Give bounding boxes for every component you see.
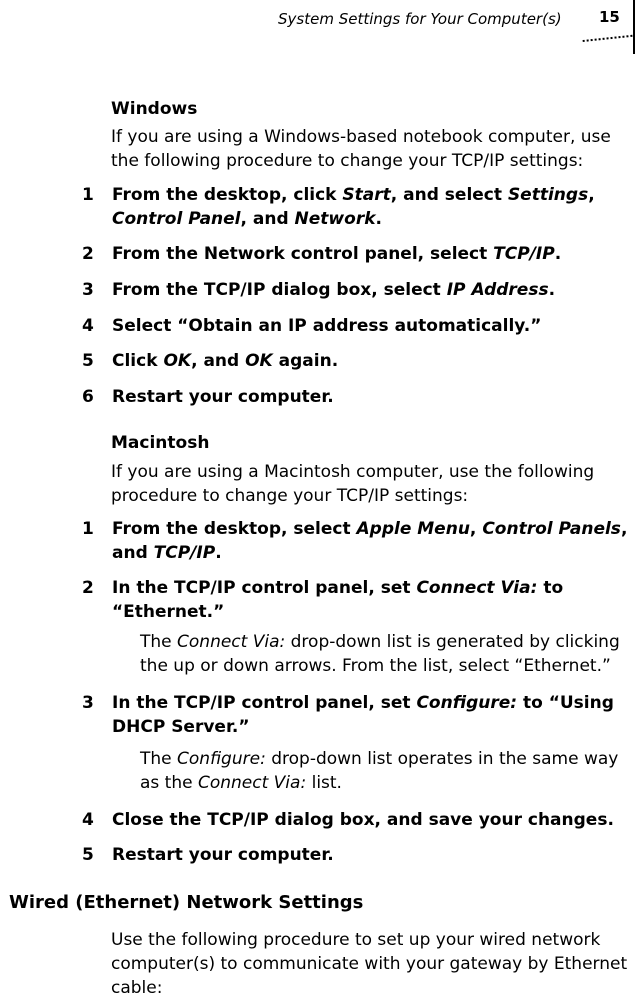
step-number: 4 xyxy=(82,810,94,830)
windows-step-6 xyxy=(82,385,637,409)
windows-heading: Windows xyxy=(111,99,198,119)
page-number: 15 xyxy=(599,8,620,26)
windows-step-4 xyxy=(82,314,637,338)
step-number: 2 xyxy=(82,244,94,264)
step-text: From the desktop, click Start, and select Settings, Control Panel, and Network. xyxy=(112,185,595,229)
windows-step-1 xyxy=(82,183,637,231)
step-text: From the TCP/IP dialog box, select IP Address. xyxy=(112,280,556,300)
mac-step-2-note: The Connect Via: drop-down list is generated by clicking the up or down arrows. From the list, select “Ethernet.” xyxy=(140,632,620,676)
mac-step-3 xyxy=(82,691,637,739)
step-text: In the TCP/IP control panel, set Configure: to “Using DHCP Server.” xyxy=(112,693,614,737)
step-number: 1 xyxy=(82,185,94,205)
windows-intro: If you are using a Windows-based notebook computer, use the following procedure to change your TCP/IP settings: xyxy=(111,127,611,171)
step-number: 4 xyxy=(82,316,94,336)
step-number: 6 xyxy=(82,387,94,407)
header-dotted-rule xyxy=(583,35,634,48)
running-header-title: System Settings for Your Computer(s) xyxy=(278,10,562,28)
step-text: Restart your computer. xyxy=(112,845,334,865)
mac-step-4 xyxy=(82,808,637,832)
step-text: From the desktop, select Apple Menu, Control Panels, and TCP/IP. xyxy=(112,519,628,563)
step-text: Close the TCP/IP dialog box, and save your changes. xyxy=(112,810,614,830)
mac-step-1 xyxy=(82,517,637,565)
windows-step-2 xyxy=(82,242,637,266)
wired-network-heading: Wired (Ethernet) Network Settings xyxy=(9,892,364,913)
mac-step-3-note: The Configure: drop-down list operates in the same way as the Connect Via: list. xyxy=(140,749,619,793)
macintosh-intro: If you are using a Macintosh computer, use the following procedure to change your TCP/IP settings: xyxy=(111,462,595,506)
macintosh-heading: Macintosh xyxy=(111,433,210,453)
header-rule-vertical xyxy=(633,0,635,54)
step-number: 5 xyxy=(82,845,94,865)
step-text: Click OK, and OK again. xyxy=(112,351,339,371)
step-text: Select “Obtain an IP address automatically.” xyxy=(112,316,542,336)
windows-step-3 xyxy=(82,278,637,302)
wired-intro: Use the following procedure to set up your wired network computer(s) to communicate with your gateway by Ethernet cable: xyxy=(111,930,628,998)
step-text: Restart your computer. xyxy=(112,387,334,407)
mac-step-2 xyxy=(82,576,637,624)
step-number: 5 xyxy=(82,351,94,371)
step-number: 3 xyxy=(82,693,94,713)
mac-step-5 xyxy=(82,843,637,867)
step-number: 2 xyxy=(82,578,94,598)
step-number: 3 xyxy=(82,280,94,300)
windows-step-5 xyxy=(82,349,637,373)
step-number: 1 xyxy=(82,519,94,539)
step-text: In the TCP/IP control panel, set Connect Via: to “Ethernet.” xyxy=(112,578,564,622)
step-text: From the Network control panel, select TCP/IP. xyxy=(112,244,562,264)
